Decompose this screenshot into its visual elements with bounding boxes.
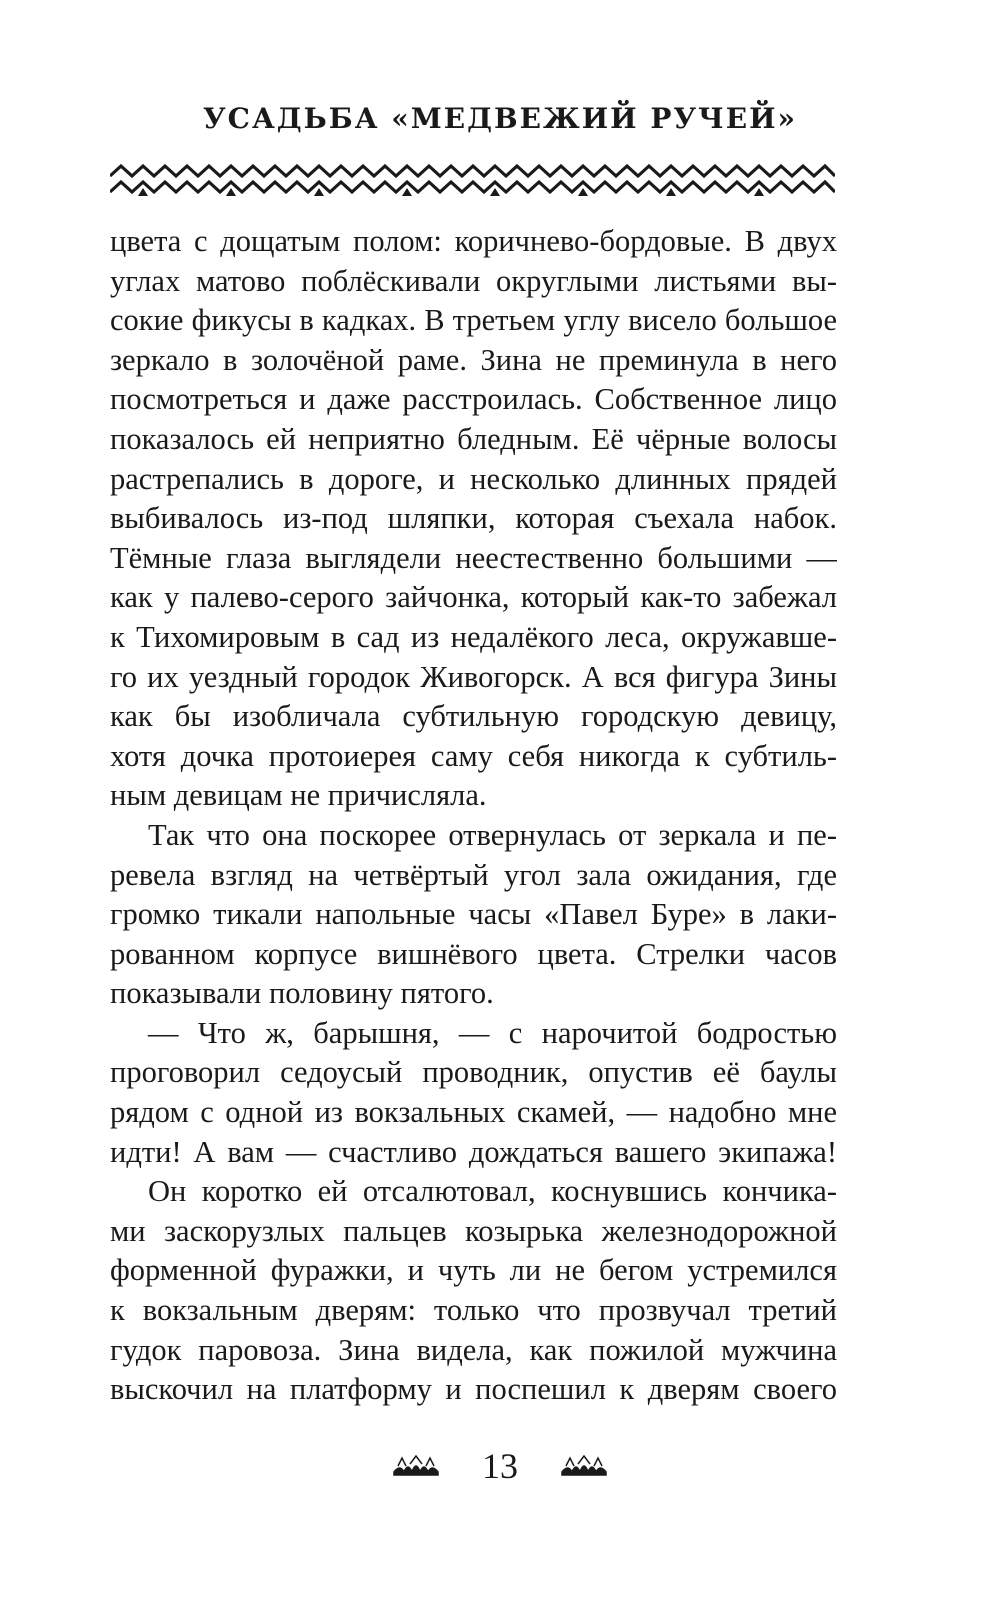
- text-line: углах матово поблёскивали округлыми листьями вы-: [110, 263, 837, 298]
- text-line: как у палево-серого зайчонка, который как-то забежал: [110, 580, 837, 615]
- text-line: к Тихомировым в сад из недалёкого леса, окружавше-: [110, 619, 837, 654]
- text-line: громко тикали напольные часы «Павел Буре» в лаки-: [110, 897, 837, 932]
- text-line: как бы изобличала субтильную городскую девицу,: [110, 699, 837, 734]
- text-line: — Что ж, барышня, — с нарочитой бодростью: [148, 1015, 837, 1050]
- text-line: растрепались в дороге, и несколько длинных прядей: [110, 461, 837, 496]
- text-line: выбивалось из-под шляпки, которая съехала набок.: [110, 501, 837, 536]
- floral-ornament-left-icon: [392, 1454, 440, 1478]
- page-footer: [0, 1436, 1000, 1496]
- zigzag-ornament-icon: [110, 162, 835, 196]
- body-text: [110, 222, 837, 1410]
- text-line: сокие фикусы в кадках. В третьем углу висело большое: [110, 303, 837, 338]
- text-line: гудок паровоза. Зина видела, как пожилой мужчина: [110, 1332, 837, 1367]
- text-line: го их уездный городок Живогорск. А вся фигура Зины: [110, 659, 837, 694]
- text-line: рованном корпусе вишнёвого цвета. Стрелки часов: [110, 936, 837, 971]
- text-line: ным девицам не причисляла.: [110, 778, 487, 813]
- text-line: выскочил на платформу и поспешил к дверям своего: [110, 1372, 837, 1407]
- running-header-title: УСАДЬБА «МЕДВЕЖИЙ РУЧЕЙ»: [202, 102, 798, 135]
- text-line: проговорил седоусый проводник, опустив её баулы: [110, 1055, 837, 1090]
- text-line: Он коротко ей отсалютовал, коснувшись кончика-: [148, 1174, 837, 1209]
- text-line: идти! А вам — счастливо дождаться вашего экипажа!: [110, 1134, 837, 1169]
- floral-ornament-right-icon: [560, 1454, 608, 1478]
- text-line: ми заскорузлых пальцев козырька железнодорожной: [110, 1213, 837, 1248]
- text-line: ревела взгляд на четвёртый угол зала ожидания, где: [110, 857, 837, 892]
- text-line: хотя дочка протоиерея саму себя никогда к субтиль-: [110, 738, 837, 773]
- text-line: цвета с дощатым полом: коричнево-бордовые. В двух: [110, 224, 837, 258]
- page-number: 13: [482, 1446, 518, 1486]
- text-line: к вокзальным дверям: только что прозвучал третий: [110, 1293, 837, 1328]
- text-line: показывали половину пятого.: [110, 976, 494, 1011]
- text-line: посмотреться и даже расстроилась. Собственное лицо: [110, 382, 837, 417]
- text-line: зеркало в золочёной раме. Зина не преминула в него: [110, 342, 837, 377]
- text-line: показалось ей неприятно бледным. Её чёрные волосы: [110, 421, 837, 456]
- text-line: рядом с одной из вокзальных скамей, — надобно мне: [110, 1095, 837, 1130]
- text-line: Тёмные глаза выглядели неестественно большими —: [110, 540, 837, 575]
- text-line: форменной фуражки, и чуть ли не бегом устремился: [110, 1253, 837, 1288]
- text-line: Так что она поскорее отвернулась от зеркала и пе-: [148, 817, 837, 852]
